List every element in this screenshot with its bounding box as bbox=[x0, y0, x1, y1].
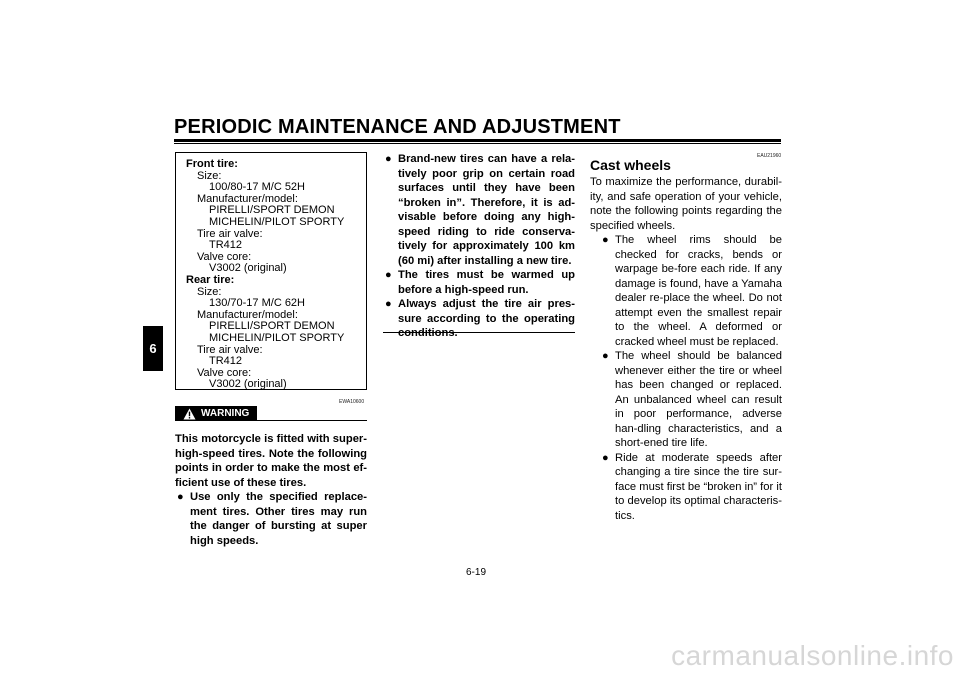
rear-core-label: Valve core: bbox=[197, 366, 252, 379]
page-title: PERIODIC MAINTENANCE AND ADJUSTMENT bbox=[174, 116, 621, 138]
rear-core-value: V3002 (original) bbox=[209, 378, 287, 391]
bullet-icon: ● bbox=[602, 350, 609, 362]
chapter-tab: 6 bbox=[143, 326, 163, 371]
warning-intro: This motorcycle is fitted with super-high-speed tires. Note the following points in order to make the most ef-ficient use of these tires. bbox=[175, 433, 367, 489]
warning-triangle-icon bbox=[183, 408, 196, 420]
list-item: ● Ride at moderate speeds after changing a tire since the tire sur-face must first be “broken in” for it to develop its optimal characteris-tics. bbox=[602, 451, 782, 522]
front-model-1: PIRELLI/SPORT DEMON bbox=[209, 204, 335, 217]
rear-tire-heading: Rear tire: bbox=[186, 273, 235, 286]
warning-text-continued bbox=[383, 152, 575, 341]
warning-text-block bbox=[175, 432, 367, 548]
list-item: ● Use only the specified replace-ment tires. Other tires may run the danger of bursting at super high speeds. bbox=[177, 491, 367, 547]
rear-manufacturer-label: Manufacturer/model: bbox=[197, 308, 298, 321]
rear-size-label: Size: bbox=[197, 285, 222, 298]
list-item: ● Brand-new tires can have a rela-tively poor grip on certain road surfaces until they have been “broken in”. Therefore, it is ad-visable before doing any high-speed riding to ride conserva-tively for approximately 100 km (60 mi) after installing a new tire. bbox=[385, 153, 575, 267]
front-valve-label: Tire air valve: bbox=[197, 227, 263, 240]
front-manufacturer-label: Manufacturer/model: bbox=[197, 192, 298, 205]
rear-model-1: PIRELLI/SPORT DEMON bbox=[209, 320, 335, 333]
bullet-icon: ● bbox=[385, 298, 392, 310]
bullet-icon: ● bbox=[177, 491, 184, 503]
front-tire-heading: Front tire: bbox=[186, 158, 238, 170]
cast-wheels-body bbox=[590, 175, 782, 523]
warning-end-rule bbox=[383, 332, 575, 333]
warning-badge bbox=[175, 406, 257, 421]
rear-valve-value: TR412 bbox=[209, 355, 243, 368]
cast-wheels-intro: To maximize the performance, durabil-ity, and safe operation of your vehicle, note the following points regarding the specified wheels. bbox=[590, 176, 782, 232]
bullet-icon: ● bbox=[602, 234, 609, 246]
bullet-icon: ● bbox=[385, 153, 392, 165]
front-size-label: Size: bbox=[197, 169, 222, 182]
watermark: carmanualsonline.info bbox=[671, 640, 954, 671]
section-title: Cast wheels bbox=[590, 157, 671, 173]
page-number: 6-19 bbox=[466, 567, 487, 578]
list-item: ● The tires must be warmed up before a high-speed run. bbox=[385, 269, 575, 296]
front-size-value: 100/80-17 M/C 52H bbox=[209, 181, 305, 194]
rear-valve-label: Tire air valve: bbox=[197, 343, 263, 356]
list-item: ● The wheel rims should be checked for cracks, bends or warpage be-fore each ride. If any damage is found, have a Yamaha dealer re-place the wheel. Do not attempt even the smallest repair to the wheel. A deformed or cracked wheel must be replaced. bbox=[602, 234, 782, 348]
rear-model-2: MICHELIN/PILOT SPORTY bbox=[209, 331, 345, 344]
section-code: EAU21960 bbox=[757, 153, 782, 159]
front-core-value: V3002 (original) bbox=[209, 262, 287, 275]
front-model-2: MICHELIN/PILOT SPORTY bbox=[209, 215, 345, 228]
warning-rule bbox=[257, 420, 367, 421]
front-valve-value: TR412 bbox=[209, 239, 243, 252]
warning-code: EWA10600 bbox=[339, 399, 365, 405]
tire-spec-box bbox=[175, 152, 367, 390]
list-item: ● The wheel should be balanced whenever either the tire or wheel has been changed or replaced. An unbalanced wheel can result in poor performance, adverse han-dling characteristics, and a short-ened tire life. bbox=[602, 350, 782, 449]
bullet-icon: ● bbox=[602, 451, 609, 464]
bullet-icon: ● bbox=[385, 269, 392, 281]
rear-size-value: 130/70-17 M/C 62H bbox=[209, 297, 305, 310]
header-rule bbox=[174, 139, 781, 144]
front-core-label: Valve core: bbox=[197, 250, 252, 263]
warning-label: WARNING bbox=[201, 408, 250, 419]
list-item: ● Always adjust the tire air pres-sure according to the operating conditions. bbox=[385, 298, 575, 339]
